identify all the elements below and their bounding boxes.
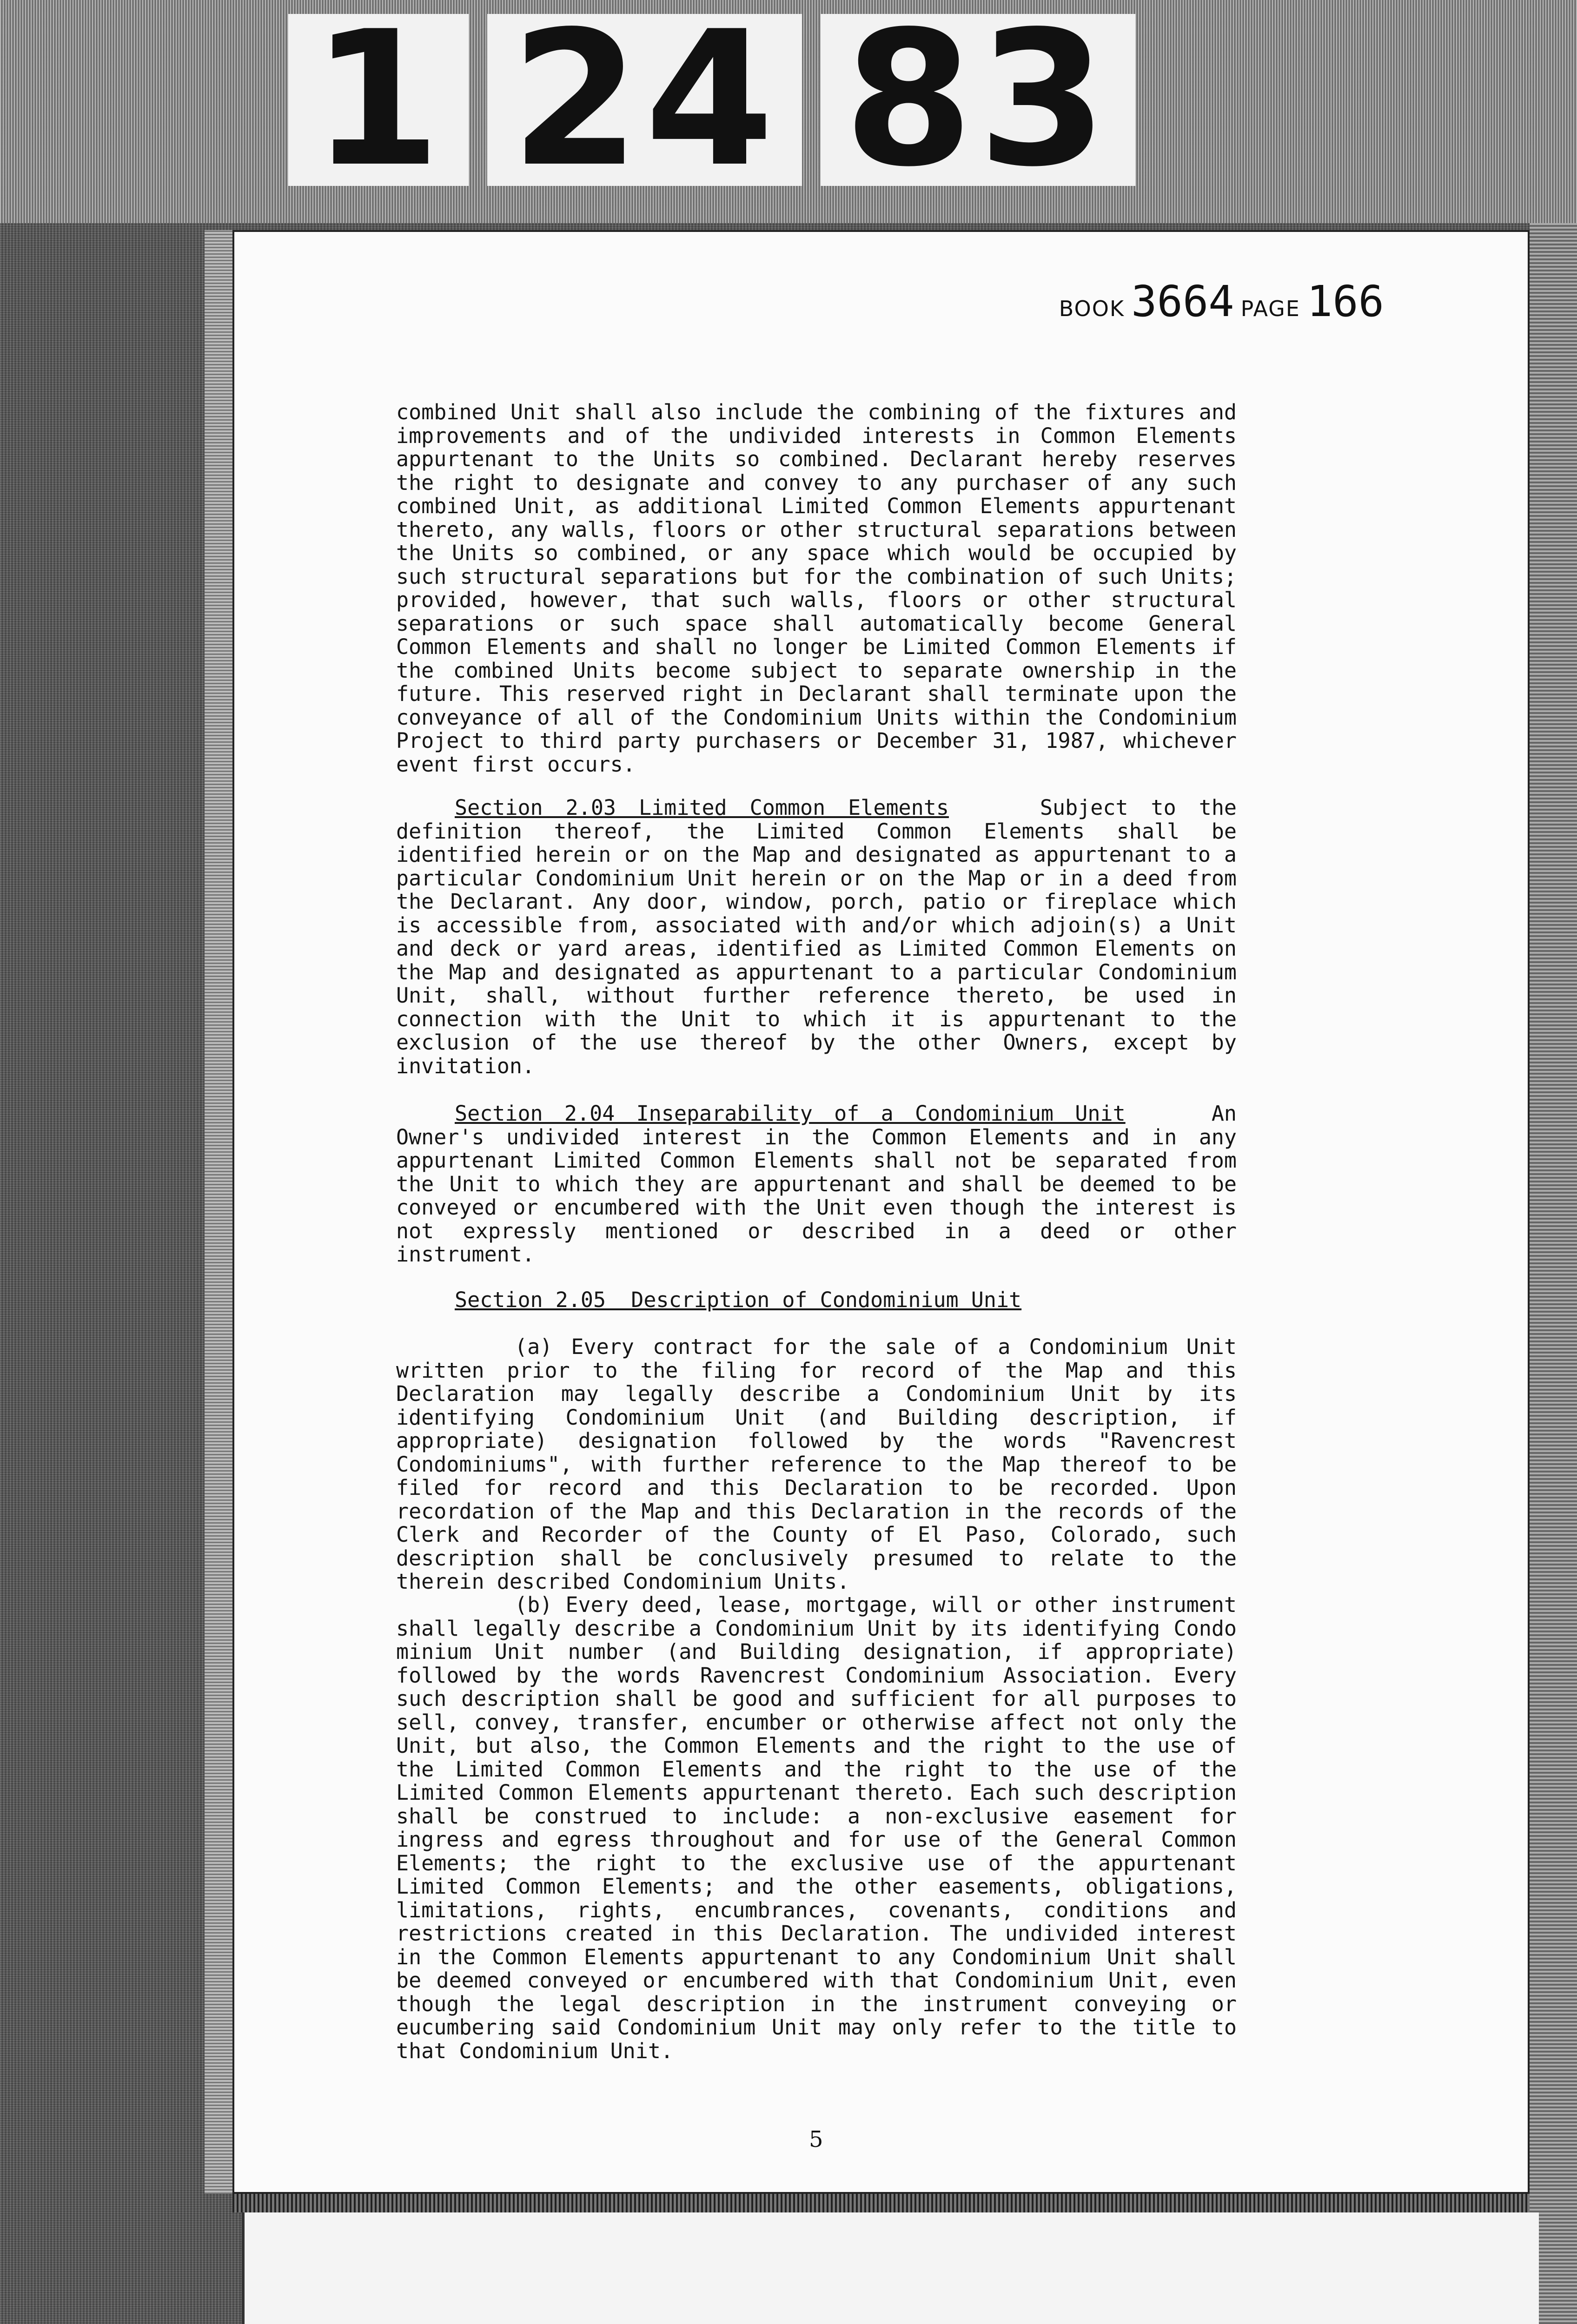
page-reference-number: 166 [1306,277,1384,326]
book-page-reference [1059,277,1384,326]
page-label: PAGE [1240,296,1300,321]
section-2-04-heading: Section 2.04 Inseparability of a Condominium Unit [455,1101,1126,1126]
book-label: BOOK [1059,296,1125,321]
section-2-03-heading: Section 2.03 Limited Common Elements [455,795,949,820]
section-2-03 [396,796,1237,1078]
section-2-03-body: Subject to the definition thereof, the Limited Common Elements shall be identified herein or on the Map and designated as appurtenant to a particular Condominium Unit herein or on the Map or in a deed from the Declarant. Any door, window, porch, patio or fireplace which is accessible from, associated with and/or which adjoin(s) a Unit and deck or yard areas, identified as Limited Common Elements on the Map and designated as appurtenant to a particular Condominium Unit, shall, without further reference thereto, be used in connection with the Unit to which it is appurtenant to the exclusion of the use thereof by the other Owners, except by invitation. [396,795,1237,1078]
intro-paragraph [396,401,1237,776]
intro-paragraph-text: combined Unit shall also include the combining of the fixtures and improvements and of the undivided interests in Common Elements appurtenant to the Units so combined. Declarant hereby reserves the right to designate and convey to any purchaser of any such combined Unit, as additional Limited Common Elements appurtenant thereto, any walls, floors or other structural separations between the Units so combined, or any space which would be occupied by such structural separations but for the combination of such Units; provided, however, that such walls, floors or other structural separations or such space shall automatically become General Common Elements and shall no longer be Limited Common Elements if the combined Units become subject to separate ownership in the future. This reserved right in Declarant shall terminate upon the conveyance of all of the Condominium Units within the Condominium Project to third party purchasers or December 31, 1987, whichever event first occurs. [396,400,1237,777]
right-scan-edge [1530,223,1577,2324]
section-2-04-body: An Owner's undivided interest in the Common Elements and in any appurtenant Limited Common Elements shall not be separated from the Unit to which they are appurtenant and shall be deemed to be conveyed or encumbered with the Unit even though the interest is not expressly mentioned or described in a deed or other instrument. [396,1101,1237,1267]
section-2-05-para-b [396,1593,1237,2063]
document-number [288,0,1135,208]
document-number-part-1: 1 [288,14,469,186]
section-2-05-para-a-text: (a) Every contract for the sale of a Condominium Unit written prior to the filing for record of the Map and this Declaration may legally describe a Condominium Unit by its identifying Condominium Unit (and Building description, if appropriate) designation followed by the words "Ravencrest Condominiums", with further reference to the Map thereof to be filed for record and this Declaration to be recorded. Upon recordation of the Map and this Declaration in the records of the Clerk and Recorder of the County of El Paso, Colorado, such description shall be conclusively presumed to relate to the therein described Condominium Units. [396,1334,1237,1594]
document-number-part-3: 83 [821,14,1135,186]
book-number: 3664 [1131,277,1234,326]
section-2-05-para-b-text: (b) Every deed, lease, mortgage, will or other instrument shall legally describe a Condominium Unit by its identifying Condo minium Unit number (and Building designation, if appropriate) followed by the words Ravencrest Condominium Association. Every such description shall be good and sufficient for all purposes to sell, convey, transfer, encumber or otherwise affect not only the Unit, but also, the Common Elements and the right to the use of the Limited Common Elements and the right to the use of the Limited Common Elements appurtenant thereto. Each such description shall be construed to include: a non-exclusive easement for ingress and egress throughout and for use of the General Common Elements; the right to the exclusive use of the appurtenant Limited Common Elements; and the other easements, obligations, limitations, rights, encumbrances, covenants, conditions and restrictions created in this Declaration. The undivided interest in the Common Elements appurtenant to any Condominium Unit shall be deemed conveyed or encumbered with that Condominium Unit, even though the legal description in the instrument conveying or eucumbering said Condominium Unit may only refer to the title to that Condominium Unit. [396,1592,1237,2063]
page-number: 5 [809,2126,823,2152]
section-2-04 [396,1102,1237,1267]
page-bottom-edge [232,2194,1530,2212]
document-number-part-2: 24 [487,14,802,186]
lower-blank-area [242,2212,1539,2324]
section-2-05-heading: Section 2.05 Description of Condominium Unit [455,1287,1022,1312]
section-2-05-para-a [396,1335,1237,1594]
